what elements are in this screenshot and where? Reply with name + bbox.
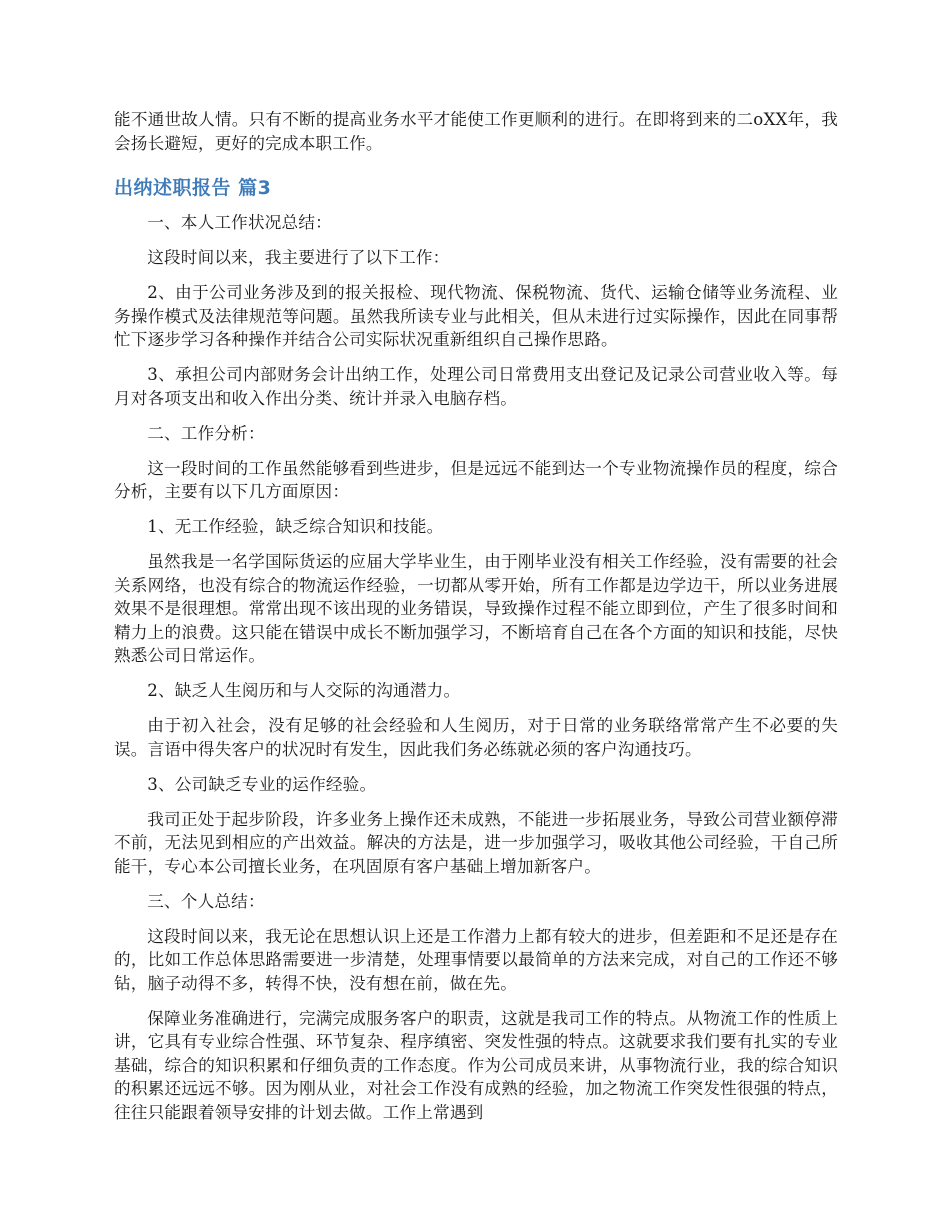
paragraph-10: 由于初入社会，没有足够的社会经验和人生阅历，对于日常的业务联络常常产生不必要的失误。言语中得失客户的状况时有发生，因此我们务必练就必须的客户沟通技巧。: [114, 716, 838, 759]
paragraph-6: 这一段时间的工作虽然能够看到些进步，但是远远不能到达一个专业物流操作员的程度，综合分析，主要有以下几方面原因：: [114, 458, 838, 501]
paragraph-11: 3、公司缺乏专业的运作经验。: [147, 774, 377, 794]
document-page: [114, 108, 838, 1136]
paragraph-5: 二、工作分析：: [147, 423, 265, 443]
paragraph-8: 虽然我是一名学国际货运的应届大学毕业生，由于刚毕业没有相关工作经验，没有需要的社会关系网络，也没有综合的物流运作经验，一切都从零开始，所有工作都是边学边干，所以业务进展效果不是很理想。常常出现不该出现的业务错误，导致操作过程不能立即到位，产生了很多时间和精力上的浪费。这只能在错误中成长不断加强学习，不断培育自己在各个方面的知识和技能，尽快熟悉公司日常运作。: [114, 552, 838, 665]
intro-paragraph: 能不通世故人情。只有不断的提高业务水平才能使工作更顺利的进行。在即将到来的二oXX年，我会扬长避短，更好的完成本职工作。: [114, 110, 838, 153]
paragraph-12: 我司正处于起步阶段，许多业务上操作还未成熟，不能进一步拓展业务，导致公司营业额停滞不前，无法见到相应的产出效益。解决的方法是，进一步加强学习，吸收其他公司经验，干自己所能干，专心本公司擅长业务，在巩固原有客户基础上增加新客户。: [114, 809, 838, 876]
paragraph-13: 三、个人总结：: [147, 891, 265, 911]
paragraph-7: 1、无工作经验，缺乏综合知识和技能。: [147, 517, 444, 536]
section-title: 出纳述职报告 篇3: [114, 177, 272, 199]
paragraph-4: 3、承担公司内部财务会计出纳工作，处理公司日常费用支出登记及记录公司营业收入等。每月对各项支出和收入作出分类、统计并录入电脑存档。: [114, 365, 838, 408]
paragraph-3: 2、由于公司业务涉及到的报关报检、现代物流、保税物流、货代、运输仓储等业务流程、业务操作模式及法律规范等问题。虽然我所读专业与此相关，但从未进行过实际操作，因此在同事帮忙下逐步学习各种操作并结合公司实际状况重新组织自己操作思路。: [114, 283, 838, 349]
paragraph-9: 2、缺乏人生阅历和与人交际的沟通潜力。: [147, 681, 461, 700]
paragraph-1: 一、本人工作状况总结：: [147, 213, 332, 232]
paragraph-14: 这段时间以来，我无论在思想认识上还是工作潜力上都有较大的进步，但差距和不足还是存在的，比如工作总体思路需要进一步清楚，处理事情要以最简单的方法来完成，对自己的工作还不够钻，脑子动得不多，转得不快，没有想在前，做在先。: [114, 926, 838, 993]
paragraph-2: 这段时间以来，我主要进行了以下工作：: [147, 248, 450, 267]
paragraph-15: 保障业务准确进行，完满完成服务客户的职责，这就是我司工作的特点。从物流工作的性质上讲，它具有专业综合性强、环节复杂、程序缜密、突发性强的特点。这就要求我们要有扎实的专业基础，综合的知识积累和仔细负责的工作态度。作为公司成员来讲，从事物流行业，我的综合知识的积累还远远不够。因为刚从业，对社会工作没有成熟的经验，加之物流工作突发性很强的特点，往往只能跟着领导安排的计划去做。工作上常遇到: [114, 1008, 838, 1122]
